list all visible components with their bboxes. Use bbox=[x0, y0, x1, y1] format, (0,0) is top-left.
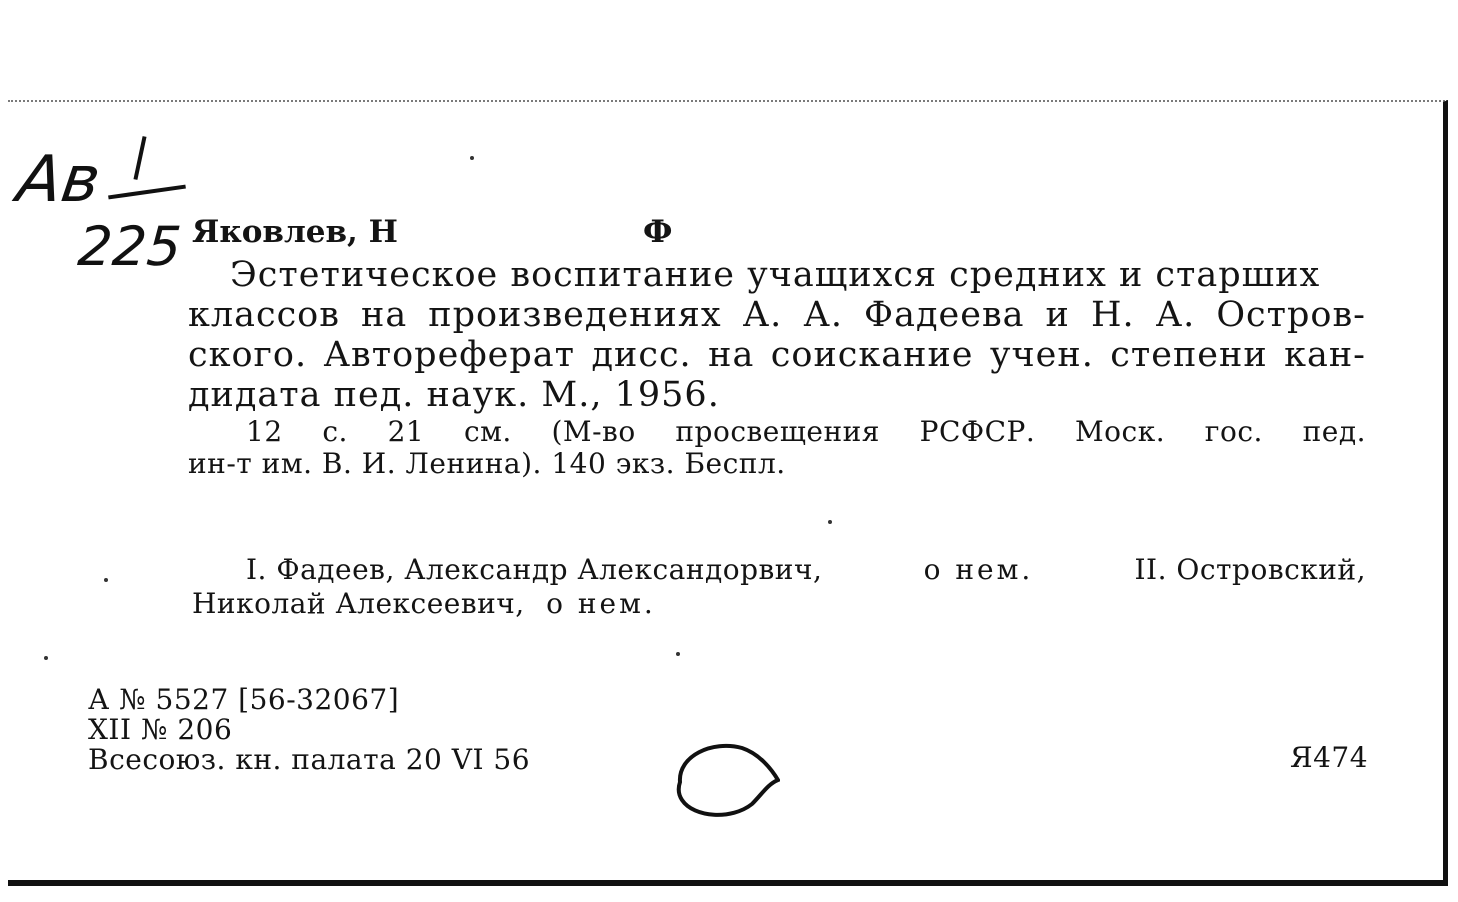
author-name: Яковлев, Н bbox=[192, 214, 398, 250]
subject-two-relation: о нем. bbox=[546, 587, 656, 620]
scan-speck bbox=[470, 156, 474, 160]
physical-description-line: ин-т им. В. И. Ленина). 140 экз. Беспл. bbox=[188, 447, 786, 480]
description-line: Эстетическое воспитание учащихся средних и старших bbox=[230, 255, 1321, 295]
description-line: ского. Автореферат дисс. на соискание учен. степени кан- bbox=[188, 335, 1366, 375]
subject-one-relation: о нем. bbox=[923, 553, 1034, 586]
subject-tracing-line bbox=[246, 553, 1366, 586]
catalog-code: Я474 bbox=[1290, 741, 1369, 774]
scan-speck bbox=[828, 520, 832, 524]
physical-description-line: 12 с. 21 см. (М-во просвещения РСФСР. Моск. гос. пед. bbox=[246, 415, 1366, 448]
subject-tracing-line bbox=[192, 587, 656, 620]
description-line: дидата пед. наук. М., 1956. bbox=[188, 375, 720, 415]
subject-two: II. Островский, bbox=[1134, 553, 1366, 586]
handwritten-shelfmark: Ав bbox=[12, 143, 105, 217]
punch-hole-outline bbox=[672, 738, 780, 820]
series-number: XII № 206 bbox=[88, 713, 233, 746]
scan-speck bbox=[104, 578, 108, 582]
subject-one: I. Фадеев, Александр Александорвич, bbox=[246, 553, 823, 586]
scan-speck bbox=[676, 652, 680, 656]
card-heading bbox=[192, 214, 672, 250]
book-chamber-stamp: Всесоюз. кн. палата 20 VI 56 bbox=[88, 743, 531, 776]
handwritten-shelf-number: 225 bbox=[75, 215, 184, 278]
scan-speck bbox=[44, 656, 48, 660]
description-line: классов на произведениях А. А. Фадеева и Н. А. Остров- bbox=[188, 295, 1366, 335]
subject-two-name: Николай Алексеевич, bbox=[192, 587, 525, 620]
record-number: А № 5527 [56-32067] bbox=[88, 683, 400, 716]
author-initial: Ф bbox=[642, 214, 673, 250]
